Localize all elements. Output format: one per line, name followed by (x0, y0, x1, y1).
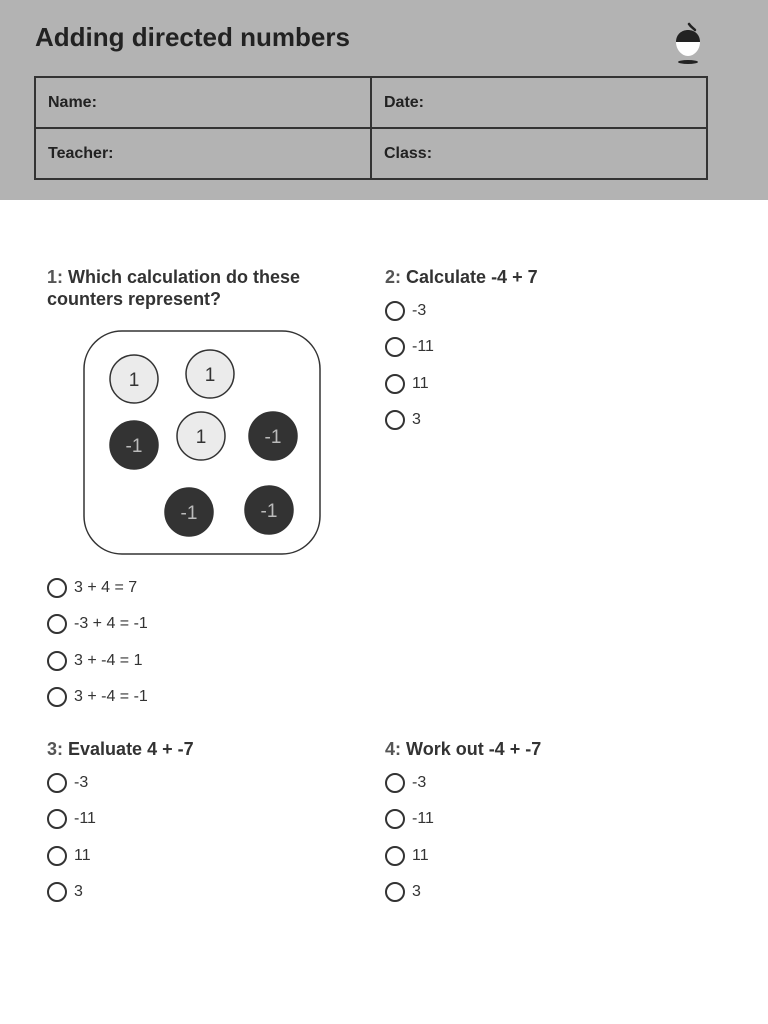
option-1c[interactable] (47, 651, 143, 671)
option-4c[interactable] (385, 846, 429, 866)
counter (110, 355, 158, 403)
option-label: -3 + 4 = -1 (74, 615, 148, 632)
acorn-icon (670, 22, 706, 66)
class-field[interactable]: Class: (371, 128, 707, 179)
option-label: -11 (412, 810, 434, 827)
radio-button[interactable] (385, 846, 405, 866)
page-title: Adding directed numbers (35, 22, 350, 52)
radio-button[interactable] (385, 809, 405, 829)
radio-button[interactable] (385, 773, 405, 793)
option-label: -3 (412, 774, 427, 791)
counter-label: -1 (264, 427, 282, 448)
option-label: 3 + -4 = -1 (74, 688, 148, 705)
option-4b[interactable] (385, 809, 434, 829)
worksheet-header (0, 0, 768, 200)
option-label: -11 (412, 338, 434, 355)
option-3d[interactable] (47, 882, 83, 902)
option-3c[interactable] (47, 846, 91, 866)
counter-label: 1 (195, 427, 207, 448)
radio-button[interactable] (385, 374, 405, 394)
question-2 (385, 266, 715, 446)
question-number: 2: (385, 267, 402, 287)
option-label: -3 (74, 774, 89, 791)
option-2c[interactable] (385, 374, 429, 394)
option-4d[interactable] (385, 882, 421, 902)
counter (186, 350, 234, 398)
question-1 (47, 266, 347, 716)
option-1d[interactable] (47, 687, 148, 707)
counter (245, 486, 293, 534)
counter-label: -1 (125, 436, 143, 457)
radio-button[interactable] (47, 882, 67, 902)
option-label: 11 (412, 375, 429, 392)
option-label: 3 (412, 883, 421, 900)
question-text: Work out -4 + -7 (406, 739, 542, 759)
option-4a[interactable] (385, 773, 426, 793)
question-2-title (385, 266, 715, 288)
option-label: 11 (412, 847, 429, 864)
counter-label: -1 (260, 501, 278, 522)
radio-button[interactable] (47, 651, 67, 671)
radio-button[interactable] (385, 337, 405, 357)
question-number: 3: (47, 739, 64, 759)
counter-label: -1 (180, 503, 198, 524)
radio-button[interactable] (385, 882, 405, 902)
radio-button[interactable] (47, 846, 67, 866)
question-text: Evaluate 4 + -7 (68, 739, 194, 759)
question-1-title (47, 266, 347, 310)
student-info-table (34, 76, 708, 180)
radio-button[interactable] (47, 614, 67, 634)
counter (177, 412, 225, 460)
question-4-title (385, 738, 715, 760)
radio-button[interactable] (385, 410, 405, 430)
counter-label: 1 (204, 365, 216, 386)
counter (165, 488, 213, 536)
option-label: -11 (74, 810, 96, 827)
option-label: 3 + -4 = 1 (74, 652, 143, 669)
question-text: Calculate -4 + 7 (406, 267, 538, 287)
question-3 (47, 738, 347, 918)
date-field[interactable]: Date: (371, 77, 707, 128)
option-label: -3 (412, 302, 427, 319)
counter-label: 1 (128, 370, 140, 391)
option-2d[interactable] (385, 410, 421, 430)
radio-button[interactable] (47, 773, 67, 793)
radio-button[interactable] (385, 301, 405, 321)
question-number: 1: (47, 267, 64, 287)
option-3a[interactable] (47, 773, 88, 793)
radio-button[interactable] (47, 687, 67, 707)
radio-button[interactable] (47, 578, 67, 598)
question-3-title (47, 738, 347, 760)
option-3b[interactable] (47, 809, 96, 829)
counter (249, 412, 297, 460)
counters-diagram (83, 330, 323, 558)
option-1b[interactable] (47, 614, 148, 634)
option-label: 11 (74, 847, 91, 864)
name-field[interactable]: Name: (35, 77, 371, 128)
question-4 (385, 738, 715, 918)
option-label: 3 + 4 = 7 (74, 579, 138, 596)
radio-button[interactable] (47, 809, 67, 829)
option-label: 3 (74, 883, 83, 900)
option-2a[interactable] (385, 301, 426, 321)
option-label: 3 (412, 411, 421, 428)
teacher-field[interactable]: Teacher: (35, 128, 371, 179)
counter (110, 421, 158, 469)
option-2b[interactable] (385, 337, 434, 357)
question-text-line1: Which calculation do these (68, 267, 301, 287)
question-number: 4: (385, 739, 402, 759)
option-1a[interactable] (47, 578, 137, 598)
question-text-line2: counters represent? (47, 289, 222, 309)
